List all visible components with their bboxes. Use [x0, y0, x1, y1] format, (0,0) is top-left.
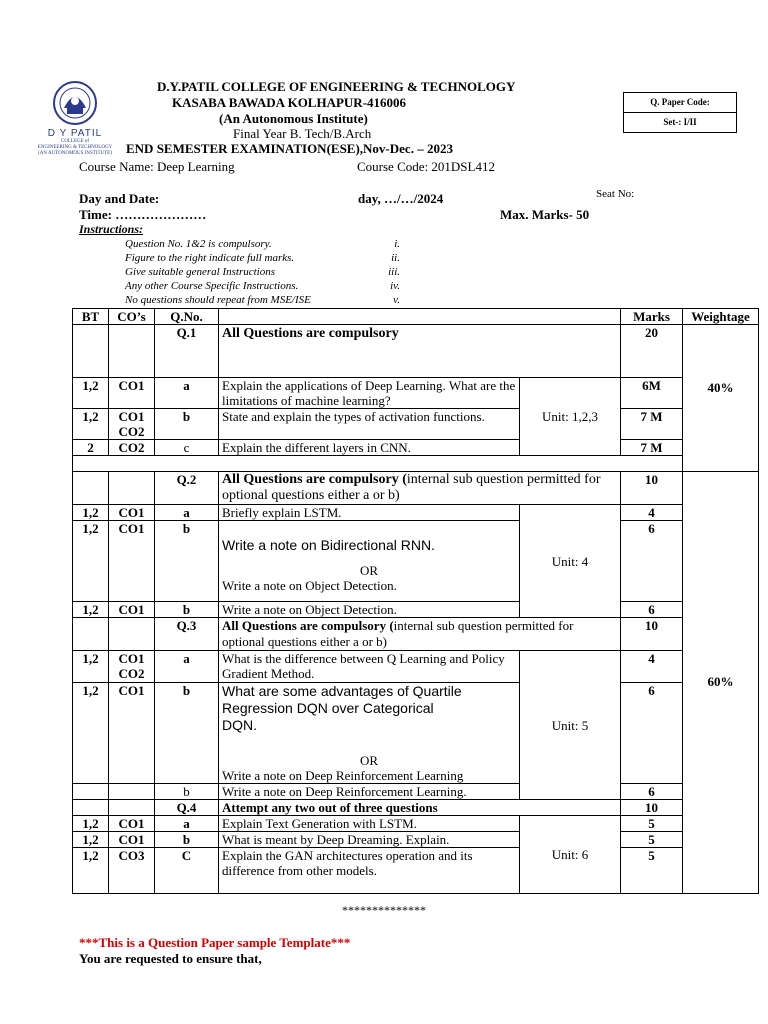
sub-cell: b: [155, 602, 219, 618]
course-code: Course Code: 201DSL412: [357, 159, 495, 174]
table-row: [73, 816, 759, 832]
marks-cell: 5: [621, 832, 683, 848]
alternate-question: Write a note on Object Detection.: [222, 578, 397, 593]
bt-cell: 1,2: [73, 683, 109, 784]
year-label: Final Year B. Tech/B.Arch: [233, 126, 372, 141]
instruction-item: [0, 265, 400, 279]
instruction-item: [0, 279, 400, 293]
marks-cell: 6: [621, 521, 683, 602]
q3-unit: Unit: 5: [520, 651, 621, 800]
instruction-text: Question No. 1&2 is compulsory.: [125, 238, 272, 250]
co-value-2: CO2: [118, 666, 145, 681]
logo-sub2: ENGINEERING & TECHNOLOGY: [37, 145, 113, 150]
sub-cell: a: [155, 378, 219, 409]
bt-cell: 1,2: [73, 521, 109, 602]
co-value: CO1: [118, 651, 145, 666]
question-text: Write a note on Bidirectional RNN.: [222, 537, 435, 553]
instruction-num: ii.: [391, 252, 400, 264]
q3-title-bold: All Questions are compulsory (: [222, 618, 394, 633]
question-table: [72, 308, 759, 894]
co-cell: CO1: [109, 683, 155, 784]
q3-title-row: [73, 618, 759, 651]
question-text: Explain the GAN architectures operation and its difference from other models.: [219, 848, 520, 894]
or-label: OR: [359, 563, 379, 578]
co-cell: CO1: [109, 505, 155, 521]
table-row: [73, 505, 759, 521]
co-value-2: CO2: [118, 424, 145, 439]
header-weightage: Weightage: [683, 309, 759, 325]
bt-cell: 2: [73, 440, 109, 456]
co-cell: [109, 784, 155, 800]
q3-marks: 10: [621, 618, 683, 651]
marks-cell: 4: [621, 505, 683, 521]
table-row: [73, 848, 759, 894]
table-row: [73, 409, 759, 440]
header-question: [219, 309, 621, 325]
sub-cell: b: [155, 832, 219, 848]
bt-cell: 1,2: [73, 378, 109, 409]
q2-title: [219, 472, 621, 505]
instruction-item: [0, 251, 400, 265]
table-row: [73, 683, 759, 784]
co-cell: CO1: [109, 602, 155, 618]
or-label: OR: [359, 753, 379, 768]
sub-cell: c: [155, 440, 219, 456]
college-logo: [30, 80, 120, 157]
template-note: ***This is a Question Paper sample Template***: [79, 935, 351, 950]
sub-cell: a: [155, 816, 219, 832]
instruction-text: Give suitable general Instructions: [125, 266, 276, 278]
day-value: day, …/…/2024: [358, 191, 444, 206]
marks-cell: 4: [621, 651, 683, 683]
question-text: What is meant by Deep Dreaming. Explain.: [219, 832, 520, 848]
weightage-60: 60%: [683, 472, 759, 894]
q3-number: Q.3: [155, 618, 219, 651]
separator-stars: **************: [342, 903, 426, 917]
q2-marks: 10: [621, 472, 683, 505]
logo-sub1: COLLEGE of: [60, 139, 90, 144]
q4-title: Attempt any two out of three questions: [219, 800, 621, 816]
q4-number: Q.4: [155, 800, 219, 816]
instruction-num: v.: [393, 294, 400, 306]
question-text: Explain the different layers in CNN.: [219, 440, 520, 456]
co-cell: CO1: [109, 816, 155, 832]
co-cell: [109, 409, 155, 440]
sub-cell: b: [155, 683, 219, 784]
logo-name: D Y PATIL: [47, 128, 103, 139]
paper-code-label: Q. Paper Code:: [650, 97, 710, 107]
marks-cell: 5: [621, 848, 683, 894]
autonomous-label: (An Autonomous Institute): [219, 111, 368, 126]
co-cell: CO2: [109, 440, 155, 456]
marks-cell: 7 M: [621, 409, 683, 440]
question-text: Write a note on Deep Reinforcement Learning.: [219, 784, 520, 800]
marks-cell: 6: [621, 602, 683, 618]
weightage-40: 40%: [683, 325, 759, 472]
bt-cell: 1,2: [73, 832, 109, 848]
marks-cell: 7 M: [621, 440, 683, 456]
instruction-num: iii.: [388, 266, 400, 278]
time-label: Time: …………………: [79, 207, 207, 222]
question-text: What is the difference between Q Learning and Policy Gradient Method.: [219, 651, 520, 683]
set-label: Set-: I/II: [624, 112, 736, 132]
q1-title-row: [73, 325, 759, 378]
table-row: [73, 440, 759, 456]
instruction-text: Any other Course Specific Instructions.: [125, 280, 299, 292]
table-row: [73, 651, 759, 683]
bt-cell: 1,2: [73, 651, 109, 683]
q2-title-bold: All Questions are compulsory (: [222, 472, 407, 487]
table-row: [73, 784, 759, 800]
co-value: CO1: [118, 409, 145, 424]
instruction-item: [0, 237, 400, 251]
q2-unit: Unit: 4: [520, 505, 621, 618]
bt-cell: 1,2: [73, 505, 109, 521]
question-text: Explain the applications of Deep Learning. What are the limitations of machine learning?: [219, 378, 520, 409]
question-text: What are some advantages of Quartile Regression DQN over Categorical DQN.: [222, 683, 462, 733]
q4-unit: Unit: 6: [520, 816, 621, 894]
co-cell: CO1: [109, 521, 155, 602]
bt-cell: 1,2: [73, 409, 109, 440]
question-text: Explain Text Generation with LSTM.: [219, 816, 520, 832]
sub-cell: b: [155, 521, 219, 602]
instructions-title: Instructions:: [79, 222, 144, 236]
header-co: CO’s: [109, 309, 155, 325]
q1-marks: 20: [621, 325, 683, 378]
q4-title-row: [73, 800, 759, 816]
paper-code-box: [623, 92, 737, 133]
question-text: Write a note on Object Detection.: [219, 602, 520, 618]
day-date-label: Day and Date:: [79, 191, 160, 206]
sub-cell: a: [155, 651, 219, 683]
course-name: Course Name: Deep Learning: [79, 159, 235, 174]
header-qno: Q.No.: [155, 309, 219, 325]
sub-cell: b: [155, 409, 219, 440]
q1-unit: Unit: 1,2,3: [520, 378, 621, 456]
sub-cell: a: [155, 505, 219, 521]
table-row: [73, 521, 759, 602]
bt-cell: 1,2: [73, 602, 109, 618]
q1-title: All Questions are compulsory: [219, 325, 621, 378]
instructions-list: [0, 237, 400, 307]
header-marks: Marks: [621, 309, 683, 325]
instruction-text: Figure to the right indicate full marks.: [125, 252, 295, 264]
bt-cell: [73, 784, 109, 800]
marks-cell: 6: [621, 784, 683, 800]
question-text: State and explain the types of activation functions.: [219, 409, 520, 440]
instruction-text: No questions should repeat from MSE/ISE: [125, 294, 311, 306]
alternate-question: Write a note on Deep Reinforcement Learning: [222, 768, 464, 783]
co-cell: [109, 651, 155, 683]
q1-number: Q.1: [155, 325, 219, 378]
marks-cell: 6: [621, 683, 683, 784]
question-text-cell: [219, 683, 520, 784]
table-header-row: [73, 309, 759, 325]
table-row: [73, 602, 759, 618]
max-marks: Max. Marks- 50: [500, 207, 590, 222]
logo-sub3: (AN AUTONOMOUS INSTITUTE): [38, 151, 112, 156]
instruction-num: i.: [394, 238, 400, 250]
co-cell: CO1: [109, 832, 155, 848]
co-cell: CO3: [109, 848, 155, 894]
table-row: [73, 832, 759, 848]
marks-cell: 6M: [621, 378, 683, 409]
q2-title-rest: internal sub question permitted for optional questions either a or b): [222, 472, 601, 503]
instruction-item: [0, 293, 400, 307]
bt-cell: 1,2: [73, 816, 109, 832]
question-text-cell: [219, 521, 520, 602]
request-text: You are requested to ensure that,: [79, 951, 262, 966]
college-address: KASABA BAWADA KOLHAPUR-416006: [172, 95, 407, 110]
q2-number: Q.2: [155, 472, 219, 505]
exam-title: END SEMESTER EXAMINATION(ESE),Nov-Dec. – 2023: [126, 141, 453, 156]
q3-title-rest: internal sub question permitted for optional questions either a or b): [222, 618, 574, 649]
seat-no-label: Seat No:: [596, 188, 635, 200]
spacer-row: [73, 456, 759, 472]
bt-cell: 1,2: [73, 848, 109, 894]
q4-marks: 10: [621, 800, 683, 816]
question-text: Briefly explain LSTM.: [219, 505, 520, 521]
co-cell: CO1: [109, 378, 155, 409]
sub-cell: b: [155, 784, 219, 800]
header-bt: BT: [73, 309, 109, 325]
instruction-num: iv.: [390, 280, 400, 292]
college-emblem-icon: [52, 80, 98, 126]
marks-cell: 5: [621, 816, 683, 832]
q2-title-row: [73, 472, 759, 505]
college-name: D.Y.PATIL COLLEGE OF ENGINEERING & TECHNOLOGY: [157, 79, 516, 94]
sub-cell: C: [155, 848, 219, 894]
q3-title: [219, 618, 621, 651]
table-row: [73, 378, 759, 409]
